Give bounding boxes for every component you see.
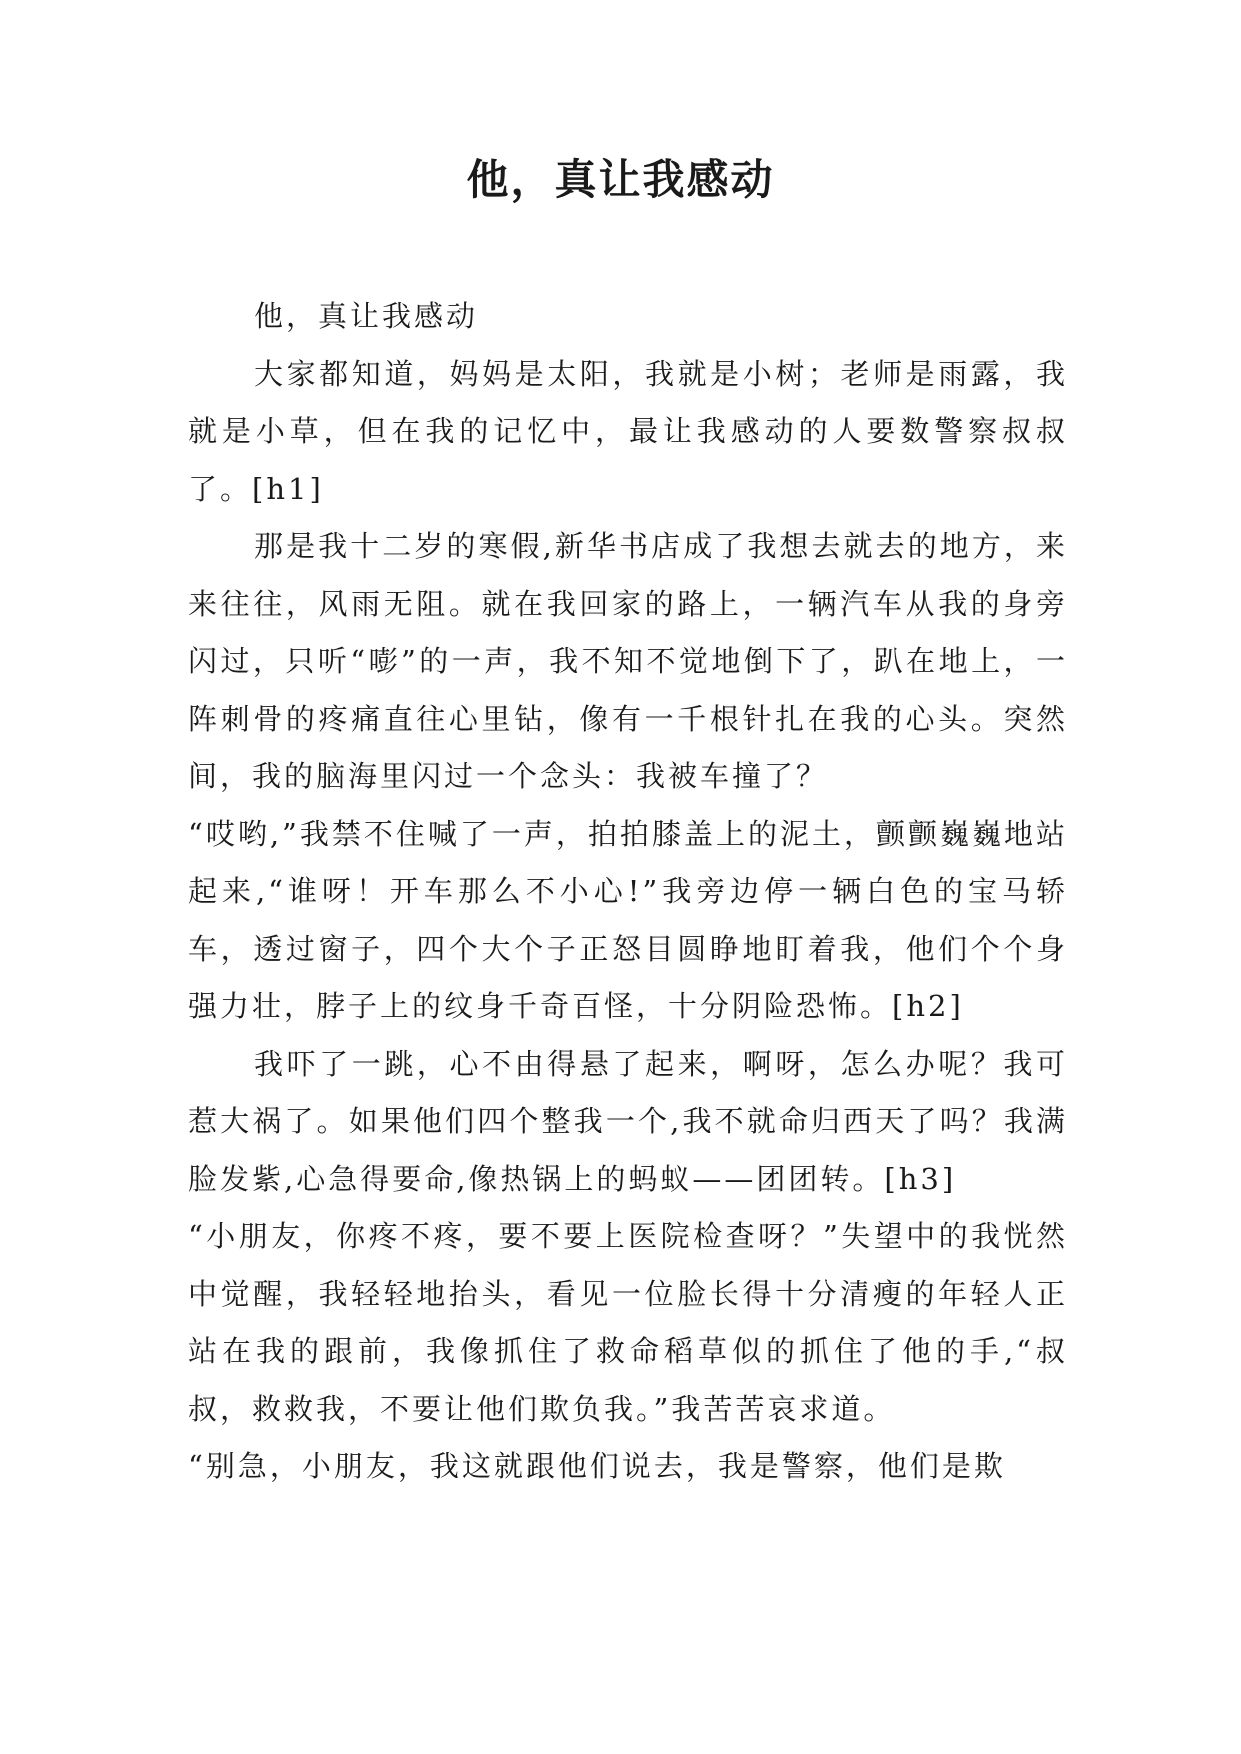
paragraph-intro: 大家都知道，妈妈是太阳，我就是小树；老师是雨露，我就是小草，但在我的记忆中，最让我感动的人要数警察叔叔了。[h1]: [188, 356, 1068, 506]
paragraph-car: “哎哟,”我禁不住喊了一声，拍拍膝盖上的泥土，颤颤巍巍地站起来,“谁呀！开车那么不小心!”我旁边停一辆白色的宝马轿车，透过窗子，四个大个子正怒目圆睁地盯着我，他们个个身强力壮，脖子上的纹身千奇百怪，十分阴险恐怖。[h2]: [188, 816, 1068, 1023]
paragraph-rescue: “小朋友，你疼不疼，要不要上医院检查呀？”失望中的我恍然中觉醒，我轻轻地抬头，看见一位脸长得十分清瘦的年轻人正站在我的跟前，我像抓住了救命稻草似的抓住了他的手,“叔叔，救救我，不要让他们欺负我。”我苦苦哀求道。: [188, 1219, 1068, 1426]
document-body: [188, 288, 1068, 1496]
paragraph-accident: 那是我十二岁的寒假,新华书店成了我想去就去的地方，来来往往，风雨无阻。就在我回家的路上，一辆汽车从我的身旁闪过，只听“嘭”的一声，我不知不觉地倒下了，趴在地上，一阵刺骨的疼痛直往心里钻，像有一千根针扎在我的心头。突然间，我的脑海里闪过一个念头：我被车撞了？: [188, 529, 1068, 793]
paragraph-police: “别急，小朋友，我这就跟他们说去，我是警察，他们是欺: [188, 1449, 1006, 1483]
paragraph-heading: 他，真让我感动: [254, 299, 479, 333]
paragraph-fear: 我吓了一跳，心不由得悬了起来，啊呀，怎么办呢？我可惹大祸了。如果他们四个整我一个,我不就命归西天了吗？我满脸发紫,心急得要命,像热锅上的蚂蚁——团团转。[h3]: [188, 1046, 1068, 1196]
document-title: 他，真让我感动: [466, 155, 775, 204]
